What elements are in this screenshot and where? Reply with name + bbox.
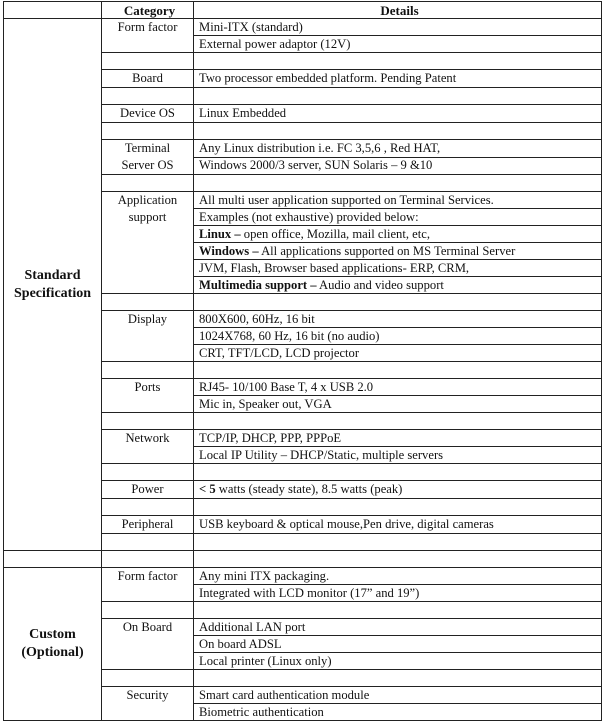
category-cell (102, 516, 194, 534)
category-label: Form factor (117, 569, 178, 583)
spacer-cell (102, 294, 194, 311)
category-cell (102, 568, 194, 602)
spacer-cell (194, 464, 602, 481)
category-cell (102, 70, 194, 88)
detail-cell (194, 36, 602, 53)
detail-cell (194, 396, 602, 413)
header-blank-cell (4, 2, 102, 19)
category-label: Server OS (121, 158, 174, 172)
spacer-cell (102, 534, 194, 551)
detail-cell (194, 260, 602, 277)
detail-cell (194, 619, 602, 636)
category-cell (102, 481, 194, 499)
detail-cell (194, 140, 602, 158)
spacer-cell (194, 123, 602, 140)
table-row (4, 568, 602, 585)
detail-cell (194, 209, 602, 226)
detail-text: Local IP Utility – DHCP/Static, multiple servers (199, 447, 444, 462)
category-label: support (128, 210, 167, 224)
detail-text: External power adaptor (12V) (199, 36, 351, 51)
detail-text: Mic in, Speaker out, VGA (199, 396, 332, 411)
detail-text: 800X600, 60Hz, 16 bit (199, 311, 315, 326)
group-label-line: Standard (24, 267, 81, 283)
spacer-cell (102, 499, 194, 516)
detail-cell (194, 568, 602, 585)
detail-cell (194, 277, 602, 294)
detail-text: JVM, Flash, Browser based applications- ERP, CRM, (199, 260, 470, 275)
category-label: Form factor (117, 20, 178, 34)
category-cell (102, 379, 194, 413)
header-details: Details (194, 2, 602, 19)
detail-cell (194, 481, 602, 499)
separator-cell (194, 551, 602, 568)
detail-cell (194, 430, 602, 447)
header-row (4, 2, 602, 19)
detail-cell (194, 687, 602, 704)
group-label-cell (4, 568, 102, 721)
spacer-cell (194, 294, 602, 311)
detail-text: RJ45- 10/100 Base T, 4 x USB 2.0 (199, 379, 374, 394)
detail-text: Mini-ITX (standard) (199, 19, 303, 34)
detail-text: Additional LAN port (199, 619, 306, 634)
spacer-cell (102, 602, 194, 619)
category-cell (102, 105, 194, 123)
category-label: On Board (122, 620, 173, 634)
category-cell (102, 311, 194, 362)
detail-text: CRT, TFT/LCD, LCD projector (199, 345, 360, 360)
category-label: Ports (134, 380, 161, 394)
detail-text: Any Linux distribution i.e. FC 3,5,6 , Red HAT, (199, 140, 441, 155)
detail-cell (194, 157, 602, 175)
spacer-cell (194, 88, 602, 105)
detail-text: Examples (not exhaustive) provided below: (199, 209, 419, 224)
detail-cell (194, 516, 602, 534)
spacer-cell (194, 413, 602, 430)
spacer-cell (194, 175, 602, 192)
detail-cell (194, 243, 602, 260)
detail-text: Audio and video support (316, 277, 444, 292)
header-category: Category (102, 2, 194, 19)
detail-cell (194, 70, 602, 88)
separator-cell (4, 551, 102, 568)
detail-cell (194, 653, 602, 670)
table-row (4, 19, 602, 36)
group-separator-row (4, 551, 602, 568)
spacer-cell (194, 670, 602, 687)
category-cell (102, 192, 194, 294)
spacer-cell (194, 53, 602, 70)
group-label-line: Specification (14, 285, 91, 301)
detail-text: Smart card authentication module (199, 687, 370, 702)
category-cell (102, 140, 194, 175)
detail-text: 1024X768, 60 Hz, 16 bit (no audio) (199, 328, 380, 343)
category-label: Application (117, 193, 178, 207)
category-cell (102, 687, 194, 721)
spacer-cell (194, 499, 602, 516)
detail-cell (194, 447, 602, 464)
group-label-line: Custom (29, 627, 76, 642)
detail-text: USB keyboard & optical mouse,Pen drive, digital cameras (199, 517, 494, 531)
spacer-cell (102, 123, 194, 140)
detail-cell (194, 19, 602, 36)
detail-cell (194, 636, 602, 653)
category-label: Board (132, 71, 163, 85)
spacer-cell (102, 175, 194, 192)
detail-text: All multi user application supported on Terminal Services. (199, 192, 494, 207)
detail-text: Any mini ITX packaging. (199, 568, 330, 583)
detail-cell (194, 192, 602, 209)
category-cell (102, 19, 194, 53)
detail-cell (194, 345, 602, 362)
detail-cell (194, 226, 602, 243)
spacer-cell (102, 88, 194, 105)
spacer-cell (102, 464, 194, 481)
detail-text: Local printer (Linux only) (199, 653, 332, 668)
category-label: Terminal (124, 141, 171, 155)
specification-table (3, 1, 602, 721)
group-label-cell (4, 19, 102, 551)
spacer-cell (194, 534, 602, 551)
category-cell (102, 619, 194, 670)
detail-keyword: Linux – (199, 226, 241, 241)
spacer-cell (194, 362, 602, 379)
detail-text: Windows 2000/3 server, SUN Solaris – 9 &10 (199, 158, 433, 173)
category-label: Display (127, 312, 168, 326)
spacer-cell (194, 602, 602, 619)
detail-text: watts (steady state), 8.5 watts (peak) (215, 482, 403, 496)
detail-text: Integrated with LCD monitor (17” and 19”) (199, 585, 420, 600)
detail-keyword: Windows – (199, 243, 259, 258)
detail-keyword: < 5 (199, 482, 216, 496)
category-cell (102, 430, 194, 464)
category-label: Network (125, 431, 170, 445)
spacer-cell (102, 53, 194, 70)
spacer-cell (102, 362, 194, 379)
detail-cell (194, 379, 602, 396)
detail-cell (194, 704, 602, 721)
category-label: Power (131, 482, 164, 496)
detail-cell (194, 328, 602, 345)
category-label: Device OS (120, 106, 175, 120)
detail-cell (194, 311, 602, 328)
category-label: Security (126, 688, 169, 702)
detail-text: TCP/IP, DHCP, PPP, PPPoE (199, 430, 342, 445)
separator-cell (102, 551, 194, 568)
detail-text: Two processor embedded platform. Pending Patent (199, 71, 457, 85)
spacer-cell (102, 413, 194, 430)
category-label: Peripheral (121, 517, 174, 531)
detail-text: All applications supported on MS Terminal Server (258, 243, 516, 258)
spacer-cell (102, 670, 194, 687)
detail-text: open office, Mozilla, mail client, etc, (240, 226, 430, 241)
group-label-line: (Optional) (21, 645, 84, 660)
detail-keyword: Multimedia support – (199, 277, 317, 292)
detail-text: Linux Embedded (199, 106, 287, 120)
detail-cell (194, 105, 602, 123)
detail-text: On board ADSL (199, 636, 282, 651)
detail-cell (194, 585, 602, 602)
detail-text: Biometric authentication (199, 704, 324, 719)
